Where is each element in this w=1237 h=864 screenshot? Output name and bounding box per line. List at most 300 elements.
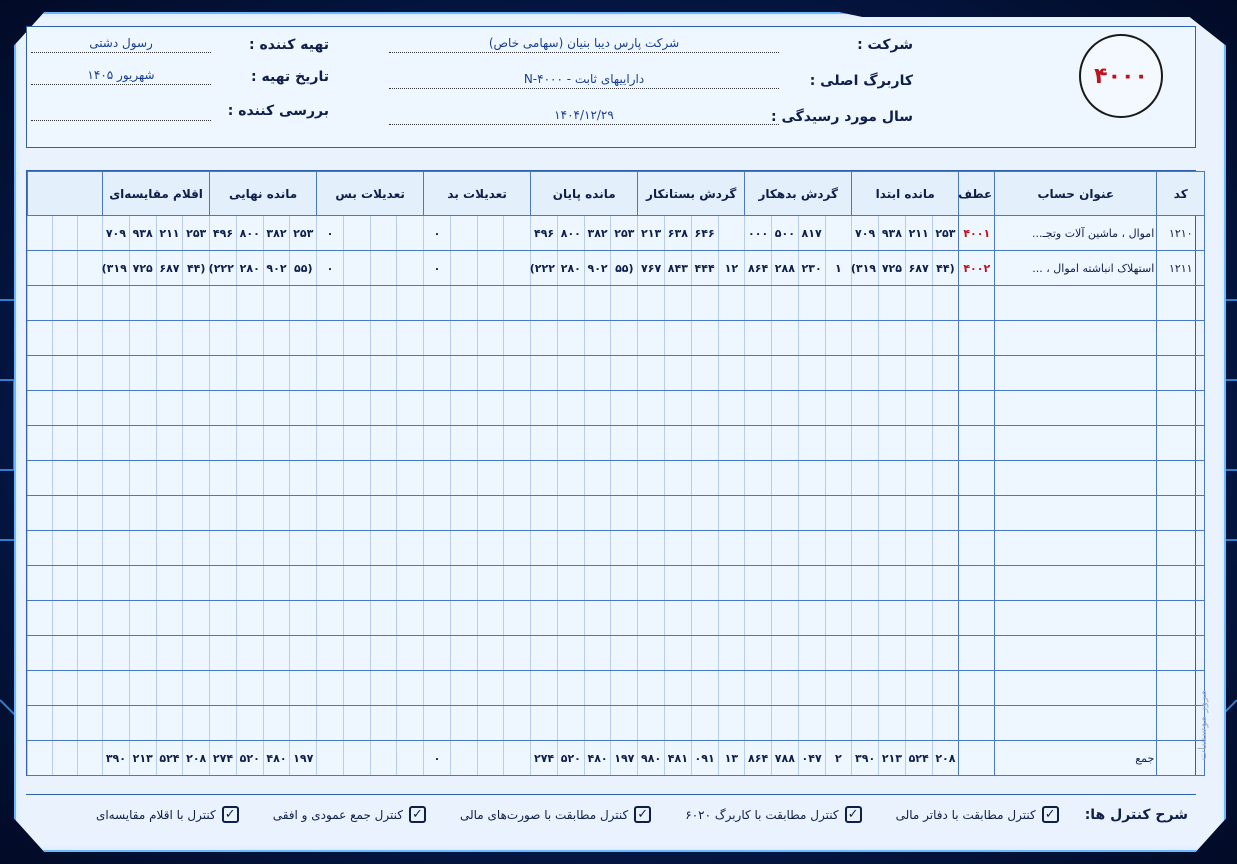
credit-digit-cell[interactable]: ۷۶۷ (638, 251, 665, 286)
credit-empty-cell[interactable] (638, 531, 665, 566)
adj_debit-empty-cell[interactable] (504, 496, 531, 531)
control-check-item[interactable] (460, 806, 651, 823)
adj_credit-empty-cell[interactable] (317, 601, 344, 636)
opening-empty-cell[interactable] (879, 426, 906, 461)
adj_credit-value-cell[interactable] (317, 741, 344, 776)
closing-empty-cell[interactable] (531, 531, 558, 566)
debit-empty-cell[interactable] (745, 636, 772, 671)
adj_debit-empty-cell[interactable] (504, 741, 531, 776)
opening-empty-cell[interactable] (905, 566, 932, 601)
closing-digit-cell[interactable]: ۵۲۰ (557, 741, 584, 776)
closing-empty-cell[interactable] (611, 496, 638, 531)
adj_credit-empty-cell[interactable] (343, 566, 370, 601)
extra-cell[interactable] (78, 251, 103, 286)
comparative-empty-cell[interactable] (183, 706, 210, 741)
debit-empty-cell[interactable] (745, 496, 772, 531)
ref-cell[interactable] (959, 286, 995, 321)
comparative-digit-cell[interactable]: (۴۴ (183, 251, 210, 286)
credit-empty-cell[interactable] (665, 531, 692, 566)
adj_debit-empty-cell[interactable] (424, 356, 451, 391)
adj_debit-empty-cell[interactable] (504, 461, 531, 496)
closing-empty-cell[interactable] (531, 601, 558, 636)
opening-empty-cell[interactable] (932, 706, 959, 741)
account-code-cell[interactable] (1157, 566, 1205, 601)
extra-cell[interactable] (28, 216, 53, 251)
extra-cell[interactable] (28, 321, 53, 356)
debit-digit-cell[interactable]: ۲۳۰ (798, 251, 825, 286)
opening-empty-cell[interactable] (852, 461, 879, 496)
adj_credit-empty-cell[interactable] (397, 216, 424, 251)
opening-empty-cell[interactable] (852, 671, 879, 706)
final-empty-cell[interactable] (236, 426, 263, 461)
extra-cell[interactable] (78, 391, 103, 426)
adj_credit-empty-cell[interactable] (317, 531, 344, 566)
control-check-item[interactable] (896, 806, 1059, 823)
comparative-empty-cell[interactable] (183, 356, 210, 391)
comparative-empty-cell[interactable] (129, 531, 156, 566)
debit-digit-cell[interactable]: ۸۶۴ (745, 251, 772, 286)
extra-cell[interactable] (78, 566, 103, 601)
final-empty-cell[interactable] (290, 356, 317, 391)
final-empty-cell[interactable] (263, 706, 290, 741)
debit-empty-cell[interactable] (825, 356, 852, 391)
total-label-cell[interactable]: جمع (995, 741, 1157, 776)
opening-empty-cell[interactable] (932, 461, 959, 496)
opening-empty-cell[interactable] (932, 426, 959, 461)
adj_debit-empty-cell[interactable] (450, 671, 477, 706)
adj_credit-empty-cell[interactable] (370, 286, 397, 321)
account-title-cell[interactable] (995, 321, 1157, 356)
account-code-cell[interactable]: ۱۲۱۰ (1157, 216, 1205, 251)
opening-empty-cell[interactable] (852, 566, 879, 601)
credit-empty-cell[interactable] (665, 601, 692, 636)
opening-empty-cell[interactable] (879, 461, 906, 496)
closing-empty-cell[interactable] (611, 321, 638, 356)
credit-digit-cell[interactable]: ۶۳۸ (665, 216, 692, 251)
opening-empty-cell[interactable] (932, 496, 959, 531)
comparative-empty-cell[interactable] (183, 461, 210, 496)
credit-empty-cell[interactable] (665, 671, 692, 706)
account-title-cell[interactable] (995, 426, 1157, 461)
comparative-empty-cell[interactable] (129, 496, 156, 531)
ref-cell[interactable] (959, 356, 995, 391)
debit-digit-cell[interactable] (825, 216, 852, 251)
extra-cell[interactable] (53, 706, 78, 741)
adj_debit-empty-cell[interactable] (424, 391, 451, 426)
closing-digit-cell[interactable]: ۲۲۲) (531, 251, 558, 286)
account-code-cell[interactable] (1157, 356, 1205, 391)
final-empty-cell[interactable] (210, 356, 237, 391)
closing-empty-cell[interactable] (531, 566, 558, 601)
account-title-cell[interactable] (995, 566, 1157, 601)
credit-empty-cell[interactable] (638, 671, 665, 706)
comparative-empty-cell[interactable] (103, 286, 130, 321)
extra-cell[interactable] (53, 426, 78, 461)
opening-digit-cell[interactable]: ۹۳۸ (879, 216, 906, 251)
final-empty-cell[interactable] (210, 671, 237, 706)
closing-empty-cell[interactable] (584, 426, 611, 461)
adj_debit-empty-cell[interactable] (450, 216, 477, 251)
adj_debit-empty-cell[interactable] (450, 461, 477, 496)
extra-cell[interactable] (28, 496, 53, 531)
adj_credit-empty-cell[interactable] (370, 216, 397, 251)
opening-digit-cell[interactable]: ۷۰۹ (852, 216, 879, 251)
adj_debit-empty-cell[interactable] (424, 426, 451, 461)
final-digit-cell[interactable]: ۳۸۲ (263, 216, 290, 251)
adj_debit-empty-cell[interactable] (450, 251, 477, 286)
extra-cell[interactable] (78, 706, 103, 741)
adj_credit-empty-cell[interactable] (343, 741, 370, 776)
final-empty-cell[interactable] (290, 601, 317, 636)
final-empty-cell[interactable] (210, 461, 237, 496)
closing-empty-cell[interactable] (557, 601, 584, 636)
opening-digit-cell[interactable]: ۳۹۰ (852, 741, 879, 776)
comparative-empty-cell[interactable] (156, 636, 183, 671)
debit-empty-cell[interactable] (772, 706, 799, 741)
comparative-empty-cell[interactable] (183, 601, 210, 636)
final-empty-cell[interactable] (210, 286, 237, 321)
opening-empty-cell[interactable] (879, 356, 906, 391)
adj_credit-empty-cell[interactable] (370, 531, 397, 566)
opening-empty-cell[interactable] (879, 636, 906, 671)
debit-empty-cell[interactable] (772, 671, 799, 706)
debit-empty-cell[interactable] (825, 601, 852, 636)
comparative-empty-cell[interactable] (156, 531, 183, 566)
closing-empty-cell[interactable] (584, 321, 611, 356)
opening-empty-cell[interactable] (852, 706, 879, 741)
extra-cell[interactable] (78, 216, 103, 251)
adj_debit-empty-cell[interactable] (450, 706, 477, 741)
ref-cell[interactable] (959, 566, 995, 601)
final-empty-cell[interactable] (290, 496, 317, 531)
extra-cell[interactable] (78, 671, 103, 706)
ref-cell[interactable] (959, 391, 995, 426)
opening-empty-cell[interactable] (905, 671, 932, 706)
adj_credit-empty-cell[interactable] (397, 566, 424, 601)
final-empty-cell[interactable] (236, 461, 263, 496)
final-empty-cell[interactable] (236, 391, 263, 426)
credit-empty-cell[interactable] (665, 706, 692, 741)
extra-cell[interactable] (78, 461, 103, 496)
extra-cell[interactable] (53, 356, 78, 391)
adj_credit-empty-cell[interactable] (397, 601, 424, 636)
adj_debit-empty-cell[interactable] (477, 706, 504, 741)
adj_debit-empty-cell[interactable] (450, 636, 477, 671)
debit-empty-cell[interactable] (798, 391, 825, 426)
control-check-item[interactable] (685, 806, 861, 823)
closing-empty-cell[interactable] (611, 601, 638, 636)
closing-empty-cell[interactable] (584, 286, 611, 321)
debit-empty-cell[interactable] (798, 601, 825, 636)
comparative-empty-cell[interactable] (129, 426, 156, 461)
extra-cell[interactable] (78, 496, 103, 531)
adj_credit-empty-cell[interactable] (370, 426, 397, 461)
comparative-digit-cell[interactable]: ۲۱۱ (156, 216, 183, 251)
adj_debit-value-cell[interactable]: ۰ (424, 741, 451, 776)
debit-empty-cell[interactable] (745, 321, 772, 356)
closing-empty-cell[interactable] (584, 496, 611, 531)
closing-empty-cell[interactable] (557, 706, 584, 741)
closing-empty-cell[interactable] (611, 706, 638, 741)
extra-cell[interactable] (28, 741, 53, 776)
ref-cell[interactable] (959, 426, 995, 461)
opening-empty-cell[interactable] (905, 356, 932, 391)
extra-cell[interactable] (53, 496, 78, 531)
adj_credit-empty-cell[interactable] (317, 286, 344, 321)
closing-empty-cell[interactable] (584, 531, 611, 566)
extra-cell[interactable] (53, 531, 78, 566)
closing-empty-cell[interactable] (584, 601, 611, 636)
final-empty-cell[interactable] (290, 531, 317, 566)
closing-empty-cell[interactable] (557, 286, 584, 321)
account-title-cell[interactable]: استهلاک انباشته اموال ، ... (995, 251, 1157, 286)
adj_credit-empty-cell[interactable] (343, 636, 370, 671)
extra-cell[interactable] (53, 601, 78, 636)
closing-empty-cell[interactable] (611, 636, 638, 671)
opening-digit-cell[interactable]: ۶۸۷ (905, 251, 932, 286)
credit-empty-cell[interactable] (638, 391, 665, 426)
comparative-empty-cell[interactable] (129, 356, 156, 391)
debit-empty-cell[interactable] (772, 636, 799, 671)
opening-empty-cell[interactable] (932, 391, 959, 426)
closing-empty-cell[interactable] (611, 286, 638, 321)
final-empty-cell[interactable] (263, 426, 290, 461)
final-empty-cell[interactable] (290, 391, 317, 426)
final-digit-cell[interactable]: ۹۰۲ (263, 251, 290, 286)
debit-empty-cell[interactable] (798, 286, 825, 321)
final-empty-cell[interactable] (236, 671, 263, 706)
debit-empty-cell[interactable] (825, 391, 852, 426)
closing-empty-cell[interactable] (584, 671, 611, 706)
debit-empty-cell[interactable] (772, 321, 799, 356)
comparative-empty-cell[interactable] (103, 636, 130, 671)
credit-empty-cell[interactable] (665, 321, 692, 356)
adj_debit-empty-cell[interactable] (477, 461, 504, 496)
closing-empty-cell[interactable] (531, 496, 558, 531)
debit-empty-cell[interactable] (745, 391, 772, 426)
opening-empty-cell[interactable] (932, 321, 959, 356)
comparative-empty-cell[interactable] (129, 601, 156, 636)
adj_credit-empty-cell[interactable] (317, 356, 344, 391)
debit-empty-cell[interactable] (825, 496, 852, 531)
credit-empty-cell[interactable] (638, 321, 665, 356)
credit-empty-cell[interactable] (691, 286, 718, 321)
account-title-cell[interactable]: اموال ، ماشین آلات وتجـ... (995, 216, 1157, 251)
opening-digit-cell[interactable]: ۲۱۱ (905, 216, 932, 251)
debit-empty-cell[interactable] (825, 286, 852, 321)
closing-empty-cell[interactable] (557, 531, 584, 566)
comparative-empty-cell[interactable] (183, 636, 210, 671)
comparative-digit-cell[interactable]: ۵۲۴ (156, 741, 183, 776)
credit-empty-cell[interactable] (691, 531, 718, 566)
final-empty-cell[interactable] (236, 356, 263, 391)
opening-digit-cell[interactable]: ۲۵۳ (932, 216, 959, 251)
adj_debit-empty-cell[interactable] (477, 216, 504, 251)
account-title-cell[interactable] (995, 636, 1157, 671)
comparative-digit-cell[interactable]: ۶۸۷ (156, 251, 183, 286)
adj_credit-empty-cell[interactable] (370, 636, 397, 671)
extra-cell[interactable] (78, 286, 103, 321)
comparative-empty-cell[interactable] (156, 321, 183, 356)
adj_credit-empty-cell[interactable] (370, 741, 397, 776)
debit-digit-cell[interactable]: ۷۸۸ (772, 741, 799, 776)
adj_credit-empty-cell[interactable] (370, 251, 397, 286)
closing-empty-cell[interactable] (611, 461, 638, 496)
adj_credit-empty-cell[interactable] (397, 461, 424, 496)
closing-empty-cell[interactable] (557, 671, 584, 706)
extra-cell[interactable] (28, 706, 53, 741)
extra-cell[interactable] (28, 601, 53, 636)
comparative-empty-cell[interactable] (103, 601, 130, 636)
final-empty-cell[interactable] (263, 321, 290, 356)
credit-empty-cell[interactable] (638, 286, 665, 321)
adj_debit-empty-cell[interactable] (424, 286, 451, 321)
credit-empty-cell[interactable] (691, 706, 718, 741)
debit-empty-cell[interactable] (745, 601, 772, 636)
comparative-digit-cell[interactable]: ۲۱۳ (129, 741, 156, 776)
adj_credit-empty-cell[interactable] (397, 496, 424, 531)
adj_credit-empty-cell[interactable] (343, 461, 370, 496)
adj_credit-empty-cell[interactable] (343, 671, 370, 706)
account-title-cell[interactable] (995, 601, 1157, 636)
closing-empty-cell[interactable] (584, 461, 611, 496)
debit-digit-cell[interactable]: ۲۸۸ (772, 251, 799, 286)
opening-empty-cell[interactable] (852, 391, 879, 426)
debit-empty-cell[interactable] (772, 391, 799, 426)
ref-cell[interactable] (959, 461, 995, 496)
adj_debit-empty-cell[interactable] (424, 566, 451, 601)
closing-digit-cell[interactable]: ۴۹۶ (531, 216, 558, 251)
adj_credit-empty-cell[interactable] (317, 636, 344, 671)
adj_debit-empty-cell[interactable] (477, 356, 504, 391)
closing-empty-cell[interactable] (531, 426, 558, 461)
ref-cell[interactable] (959, 321, 995, 356)
closing-digit-cell[interactable]: ۲۸۰ (557, 251, 584, 286)
adj_credit-empty-cell[interactable] (370, 706, 397, 741)
adj_debit-empty-cell[interactable] (424, 496, 451, 531)
adj_credit-empty-cell[interactable] (397, 531, 424, 566)
adj_credit-empty-cell[interactable] (343, 216, 370, 251)
debit-empty-cell[interactable] (825, 706, 852, 741)
adj_debit-empty-cell[interactable] (504, 531, 531, 566)
account-code-cell[interactable] (1157, 426, 1205, 461)
debit-empty-cell[interactable] (772, 566, 799, 601)
adj_debit-empty-cell[interactable] (450, 321, 477, 356)
adj_credit-empty-cell[interactable] (317, 426, 344, 461)
comparative-empty-cell[interactable] (183, 671, 210, 706)
final-empty-cell[interactable] (263, 636, 290, 671)
comparative-empty-cell[interactable] (183, 286, 210, 321)
extra-cell[interactable] (28, 636, 53, 671)
control-check-item[interactable] (273, 806, 426, 823)
closing-empty-cell[interactable] (557, 496, 584, 531)
closing-digit-cell[interactable]: ۸۰۰ (557, 216, 584, 251)
debit-digit-cell[interactable]: ۰۰۰ (745, 216, 772, 251)
comparative-empty-cell[interactable] (156, 391, 183, 426)
adj_debit-empty-cell[interactable] (504, 216, 531, 251)
closing-empty-cell[interactable] (531, 636, 558, 671)
extra-cell[interactable] (28, 426, 53, 461)
ref-cell[interactable] (959, 671, 995, 706)
closing-empty-cell[interactable] (584, 566, 611, 601)
extra-cell[interactable] (78, 356, 103, 391)
comparative-empty-cell[interactable] (129, 636, 156, 671)
adj_credit-empty-cell[interactable] (370, 496, 397, 531)
adj_debit-empty-cell[interactable] (450, 496, 477, 531)
debit-empty-cell[interactable] (798, 706, 825, 741)
account-title-cell[interactable] (995, 286, 1157, 321)
credit-digit-cell[interactable] (718, 216, 745, 251)
credit-empty-cell[interactable] (665, 391, 692, 426)
opening-digit-cell[interactable]: ۲۰۸ (932, 741, 959, 776)
credit-empty-cell[interactable] (638, 601, 665, 636)
adj_credit-empty-cell[interactable] (397, 706, 424, 741)
comparative-empty-cell[interactable] (103, 321, 130, 356)
comparative-empty-cell[interactable] (156, 566, 183, 601)
adj_credit-empty-cell[interactable] (317, 391, 344, 426)
adj_credit-empty-cell[interactable] (343, 356, 370, 391)
adj_debit-empty-cell[interactable] (504, 671, 531, 706)
closing-empty-cell[interactable] (611, 566, 638, 601)
extra-cell[interactable] (28, 391, 53, 426)
credit-empty-cell[interactable] (718, 531, 745, 566)
adj_credit-empty-cell[interactable] (397, 671, 424, 706)
credit-empty-cell[interactable] (665, 636, 692, 671)
final-digit-cell[interactable]: ۱۹۷ (290, 741, 317, 776)
adj_debit-empty-cell[interactable] (424, 706, 451, 741)
adj_credit-empty-cell[interactable] (317, 321, 344, 356)
closing-digit-cell[interactable]: (۵۵ (611, 251, 638, 286)
checkbox-icon[interactable]: ✓ (1042, 806, 1059, 823)
opening-empty-cell[interactable] (879, 601, 906, 636)
opening-empty-cell[interactable] (852, 321, 879, 356)
credit-empty-cell[interactable] (691, 461, 718, 496)
closing-empty-cell[interactable] (557, 636, 584, 671)
checkbox-icon[interactable]: ✓ (222, 806, 239, 823)
debit-empty-cell[interactable] (745, 286, 772, 321)
final-empty-cell[interactable] (236, 286, 263, 321)
debit-empty-cell[interactable] (745, 461, 772, 496)
extra-cell[interactable] (28, 251, 53, 286)
adj_debit-empty-cell[interactable] (424, 321, 451, 356)
extra-cell[interactable] (28, 566, 53, 601)
debit-empty-cell[interactable] (745, 706, 772, 741)
opening-empty-cell[interactable] (852, 636, 879, 671)
comparative-empty-cell[interactable] (183, 391, 210, 426)
extra-cell[interactable] (78, 531, 103, 566)
closing-digit-cell[interactable]: ۲۵۳ (611, 216, 638, 251)
credit-empty-cell[interactable] (691, 391, 718, 426)
debit-empty-cell[interactable] (798, 566, 825, 601)
opening-empty-cell[interactable] (852, 601, 879, 636)
adj_credit-empty-cell[interactable] (397, 286, 424, 321)
extra-cell[interactable] (78, 636, 103, 671)
credit-digit-cell[interactable]: ۴۸۱ (665, 741, 692, 776)
credit-empty-cell[interactable] (718, 601, 745, 636)
opening-empty-cell[interactable] (852, 531, 879, 566)
debit-empty-cell[interactable] (798, 531, 825, 566)
final-empty-cell[interactable] (263, 391, 290, 426)
final-empty-cell[interactable] (263, 601, 290, 636)
credit-empty-cell[interactable] (665, 566, 692, 601)
account-code-cell[interactable] (1157, 601, 1205, 636)
closing-empty-cell[interactable] (531, 461, 558, 496)
credit-digit-cell[interactable]: ۱۳ (718, 741, 745, 776)
final-empty-cell[interactable] (290, 426, 317, 461)
final-empty-cell[interactable] (210, 496, 237, 531)
debit-empty-cell[interactable] (772, 356, 799, 391)
opening-empty-cell[interactable] (932, 531, 959, 566)
